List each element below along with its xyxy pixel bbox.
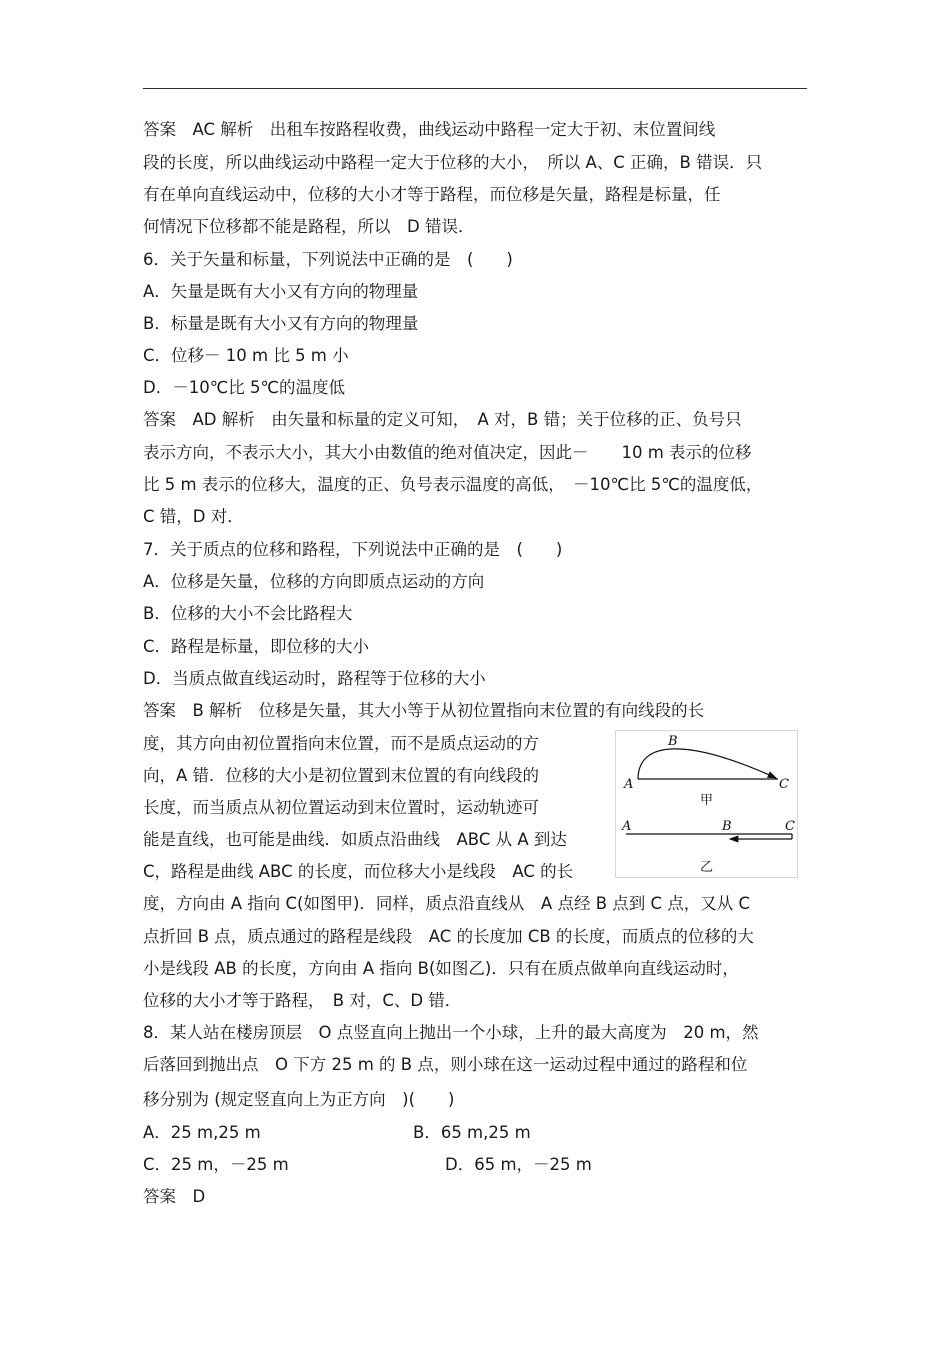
label-b-jia: B (668, 734, 678, 749)
text-line: C 错，D 对． (143, 507, 244, 526)
curve-abc (638, 749, 776, 779)
text-line: D．－10℃比 5℃的温度低 (143, 378, 346, 397)
label-a-yi: A (622, 819, 632, 834)
text-line: B．位移的大小不会比路程大 (143, 604, 353, 623)
text-line: 比 5 m 表示的位移大，温度的正、负号表示温度的高低， －10℃比 5℃的温度低， (143, 475, 763, 494)
text-line: 答案 B 解析 位移是矢量，其大小等于从初位置指向末位置的有向线段的长 (143, 701, 705, 720)
displacement-figure (615, 730, 798, 878)
text-line: 段的长度，所以曲线运动中路程一定大于位移的大小， 所以 A、C 正确，B 错误．只 (143, 153, 763, 172)
text-line: 何情况下位移都不能是路程，所以 D 错误． (143, 217, 475, 236)
q8-option-c: C．25 m，－25 m (143, 1155, 289, 1174)
text-line: C．路程是标量，即位移的大小 (143, 637, 370, 656)
q8-option-b: B．65 m,25 m (413, 1123, 531, 1142)
text-line: 有在单向直线运动中，位移的大小才等于路程，而位移是矢量，路程是标量，任 (143, 185, 721, 204)
text-line: 长度，而当质点从初位置运动到末位置时，运动轨迹可 (143, 798, 539, 817)
figure-jia (623, 734, 789, 808)
label-c-jia: C (779, 777, 789, 792)
text-line: 位移的大小才等于路程， B 对，C、D 错． (143, 991, 462, 1010)
text-line: B．标量是既有大小又有方向的物理量 (143, 314, 419, 333)
text-line: 度，方向由 A 指向 C(如图甲)．同样，质点沿直线从 A 点经 B 点到 C 点，又从 C (143, 894, 751, 913)
text-line: 向，A 错．位移的大小是初位置到末位置的有向线段的 (143, 766, 540, 785)
figure-yi (621, 819, 795, 875)
text-line: 度，其方向由初位置指向末位置，而不是质点运动的方 (143, 734, 539, 753)
caption-yi: 乙 (700, 860, 714, 875)
text-line: 7．关于质点的位移和路程，下列说法中正确的是 ( ) (143, 540, 563, 559)
label-c-yi: C (785, 819, 795, 834)
text-line: A．位移是矢量，位移的方向即质点运动的方向 (143, 572, 485, 591)
text-line: 后落回到抛出点 O 下方 25 m 的 B 点，则小球在这一运动过程中通过的路程和位 (143, 1055, 748, 1074)
text-line: 小是线段 AB 的长度，方向由 A 指向 B(如图乙)．只有在质点做单向直线运动时， (143, 959, 739, 978)
text-line: 答案 AD 解析 由矢量和标量的定义可知， A 对，B 错；关于位移的正、负号只 (143, 410, 742, 429)
text-line: C．位移－ 10 m 比 5 m 小 (143, 346, 349, 365)
header-rule (143, 88, 807, 89)
label-a-jia: A (624, 777, 634, 792)
text-line: 能是直线，也可能是曲线．如质点沿曲线 ABC 从 A 到达 (143, 830, 567, 849)
label-b-yi: B (722, 819, 732, 834)
text-line: A．矢量是既有大小又有方向的物理量 (143, 282, 419, 301)
q8-answer: 答案 D (143, 1187, 206, 1206)
text-line: 6．关于矢量和标量，下列说法中正确的是 ( ) (143, 250, 513, 269)
text-line: 移分别为 (规定竖直向上为正方向 )( ) (143, 1090, 455, 1109)
text-line: 点折回 B 点，质点通过的路程是线段 AC 的长度加 CB 的长度，而质点的位移的大 (143, 927, 754, 946)
text-line: C，路程是曲线 ABC 的长度，而位移大小是线段 AC 的长 (143, 862, 574, 881)
text-line: 表示方向，不表示大小，其大小由数值的绝对值决定，因此－ 10 m 表示的位移 (143, 443, 752, 462)
caption-jia: 甲 (700, 793, 714, 808)
text-line: 8．某人站在楼房顶层 O 点竖直向上抛出一个小球，上升的最大高度为 20 m，然 (143, 1023, 759, 1042)
q8-option-d: D．65 m，－25 m (445, 1155, 592, 1174)
text-line: 答案 AC 解析 出租车按路程收费，曲线运动中路程一定大于初、末位置间线 (143, 120, 716, 139)
text-line: D．当质点做直线运动时，路程等于位移的大小 (143, 669, 486, 688)
q8-option-a: A．25 m,25 m (143, 1123, 261, 1142)
